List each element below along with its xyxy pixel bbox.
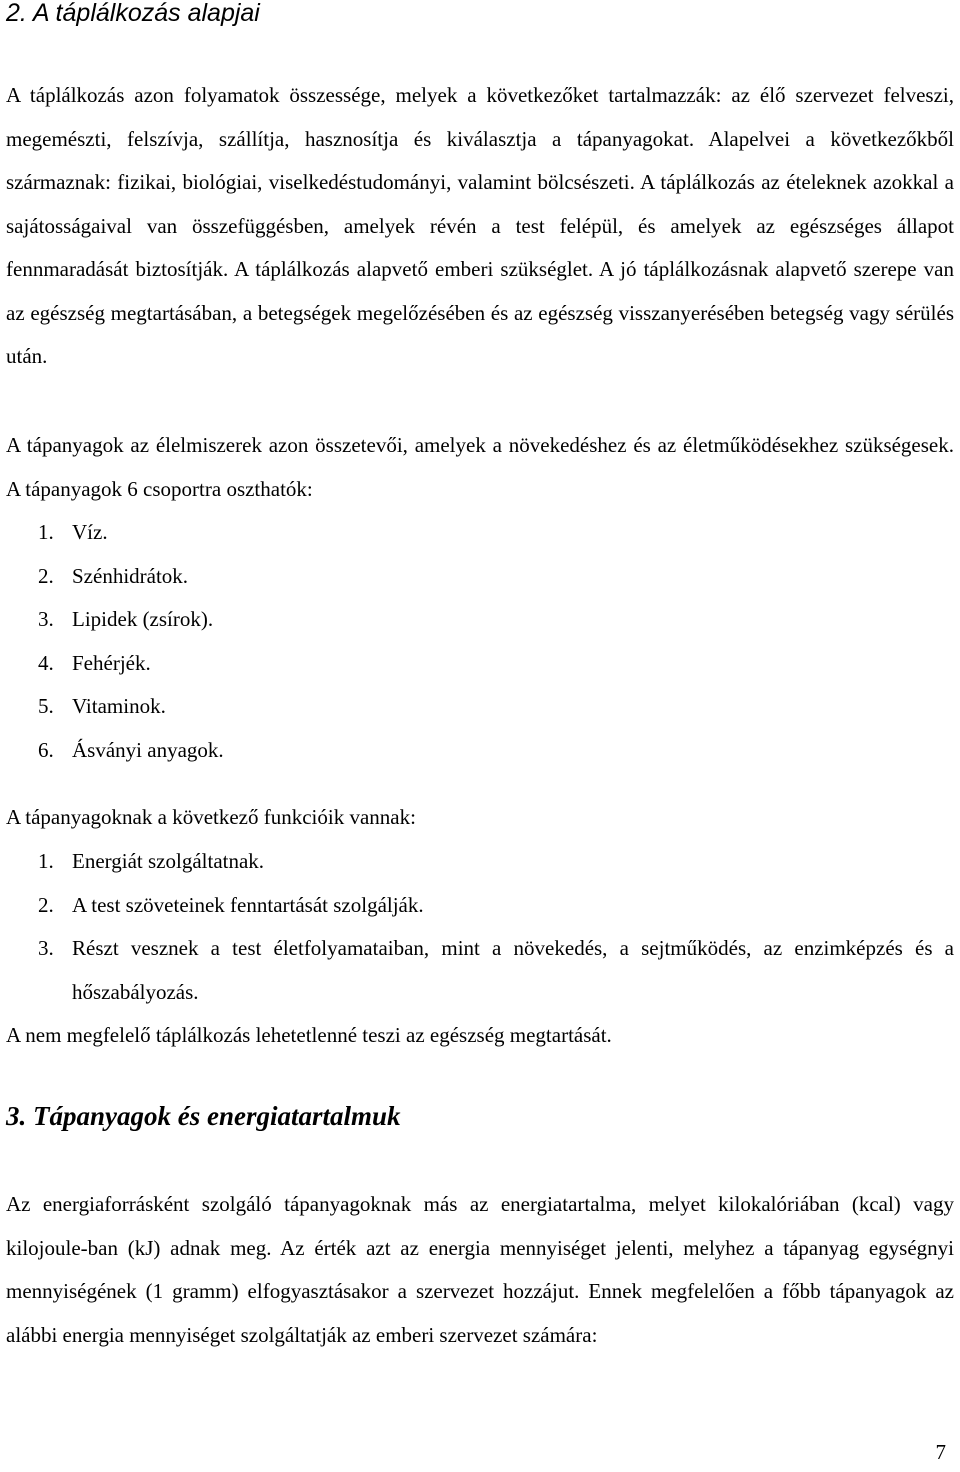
section-2-paragraph-1: A táplálkozás azon folyamatok összessége, melyek a következőket tartalmazzák: az élő szervezet felveszi, megemészti, felszívja, szállítja, hasznosítja és kiválasztja a tápanyagokat. Alapelvei a következőkből származnak: fizikai, biológiai, viselkedéstudományi, valamint bölcsészeti. A táplálkozás az ételeknek azokkal a sajátosságaival van összefüggésben, amelyek révén a test felépül, és amelyek az egészséges állapot fennmaradását biztosítják. A táplálkozás alapvető emberi szükséglet. A jó táplálkozásnak alapvető szerepe van az egészség megtartásában, a betegségek megelőzésében és az egészség visszanyerésében betegség vagy sérülés után. [6,83,954,368]
nutrient-group-item-number: 5. [38,694,54,718]
nutrient-group-item [6,685,954,729]
nutrient-group-item [6,511,954,555]
section-2-closing: A nem megfelelő táplálkozás lehetetlenné teszi az egészség megtartását. [6,1023,612,1047]
nutrient-group-item-number: 1. [38,520,54,544]
function-item-number: 1. [38,849,54,873]
function-item-text: Részt vesznek a test életfolyamataiban, mint a növekedés, a sejtműködés, az enzimképzés és a hőszabályozás. [72,936,954,1004]
nutrient-group-item-text: Fehérjék. [72,650,151,675]
nutrient-group-item [6,598,954,642]
nutrient-group-item-text: Vitaminok. [72,694,166,718]
function-item-text: Energiát szolgáltatnak. [72,849,265,873]
functions-intro: A tápanyagoknak a következő funkcióik vannak: [6,805,416,829]
section-3-paragraph: Az energiaforrásként szolgáló tápanyagoknak más az energiatartalma, melyet kilokalóriában (kcal) vagy kilojoule-ban (kJ) adnak meg. Az érték azt az energia mennyiséget jelenti, melyhez a tápanyag egységnyi mennyiségének (1 gramm) elfogyasztásakor a szervezet hozzájut. Ennek megfelelően a főbb tápanyagok az alábbi energia mennyiséget szolgáltatják az emberi szervezet számára: [6,1192,954,1347]
nutrient-group-item-number: 2. [38,563,54,588]
function-item [6,884,954,928]
nutrient-group-item [6,555,954,599]
function-item-number: 2. [38,892,54,917]
nutrient-group-item-number: 3. [38,607,54,631]
nutrient-group-item-text: Víz. [72,520,108,544]
function-item [6,840,954,884]
nutrient-group-item-text: Lipidek (zsírok). [72,607,214,631]
nutrient-group-item-text: Ásványi anyagok. [72,737,224,762]
nutrient-groups-list [6,511,954,772]
section-2-paragraph-2: A tápanyagok az élelmiszerek azon összetevői, amelyek a növekedéshez és az életműködésekhez szükségesek. A tápanyagok 6 csoportra oszthatók: [6,433,954,501]
nutrient-group-item [6,729,954,773]
nutrient-group-item-text: Szénhidrátok. [72,563,189,588]
function-item-text: A test szöveteinek fenntartását szolgálják. [72,892,424,917]
section-2-heading: 2. A táplálkozás alapjai [6,0,260,27]
section-3-heading: 3. Tápanyagok és energiatartalmuk [6,1101,401,1131]
functions-list [6,840,954,1014]
function-item-number: 3. [38,936,54,960]
page-number: 7 [935,1440,946,1464]
nutrient-group-item-number: 6. [38,737,54,762]
nutrient-group-item-number: 4. [38,650,54,675]
nutrient-group-item [6,642,954,686]
function-item [6,927,954,1014]
